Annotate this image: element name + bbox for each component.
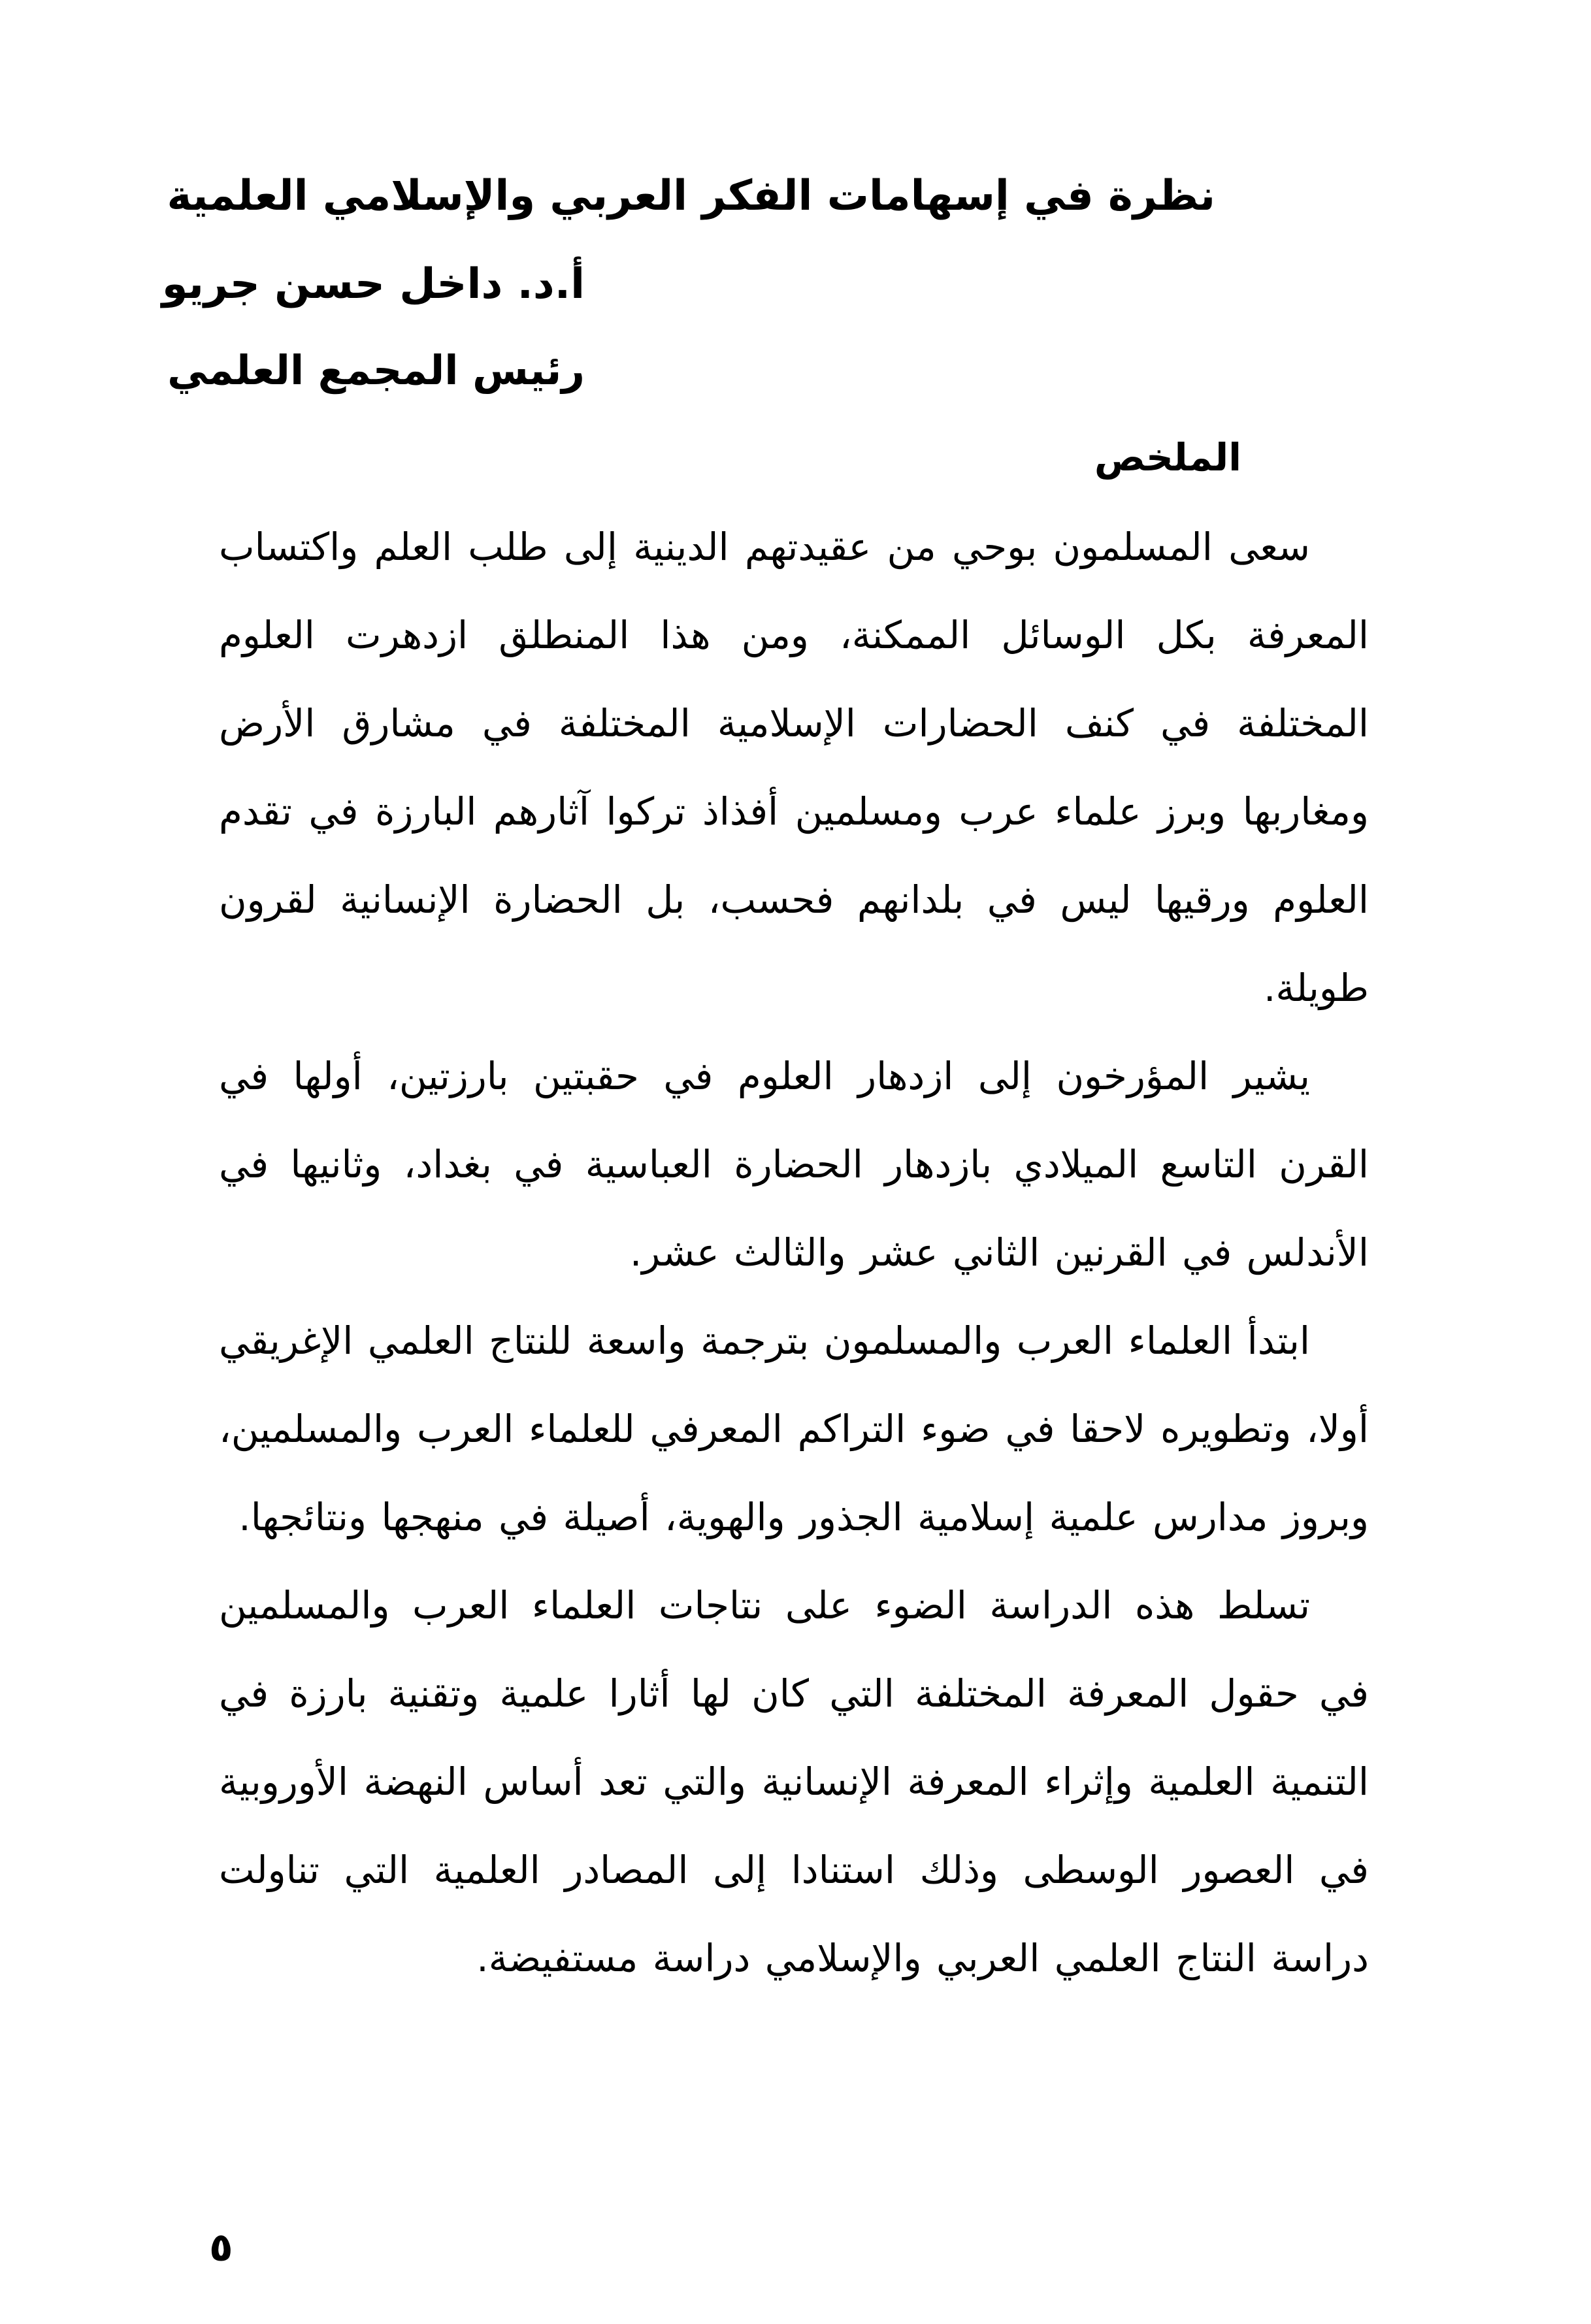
page-number: ٥	[209, 2225, 233, 2270]
abstract-body	[219, 503, 1369, 2003]
article-title: نظرة في إسهامات الفكر العربي والإسلامي العلمية	[167, 172, 1215, 220]
author-affiliation: رئيس المجمع العلمي	[167, 346, 585, 394]
abstract-paragraph-1: سعى المسلمون بوحي من عقيدتهم الدينية إلى طلب العلم واكتساب المعرفة بكل الوسائل الممكنة، ومن هذا المنطلق ازدهرت العلوم المختلفة في كنف الحضارات الإسلامية المختلفة في مشارق الأرض ومغاربها وبرز علماء عرب ومسلمين أفذاذ تركوا آثارهم البارزة في تقدم العلوم ورقيها ليس في بلدانهم فحسب، بل الحضارة الإنسانية لقرون طويلة.	[219, 525, 1369, 1010]
author-name: أ.د. داخل حسن جريو	[161, 260, 585, 308]
abstract-heading: الملخص	[1094, 435, 1241, 480]
abstract-paragraph-2: يشير المؤرخون إلى ازدهار العلوم في حقبتين بارزتين، أولها في القرن التاسع الميلادي بازدهار الحضارة العباسية في بغداد، وثانيها في الأندلس في القرنين الثاني عشر والثالث عشر.	[219, 1054, 1369, 1275]
abstract-paragraph-3: ابتدأ العلماء العرب والمسلمون بترجمة واسعة للنتاج العلمي الإغريقي أولا، وتطويره لاحقا في ضوء التراكم المعرفي للعلماء العرب والمسلمين، وبروز مدارس علمية إسلامية الجذور والهوية، أصيلة في منهجها ونتائجها.	[219, 1318, 1369, 1539]
abstract-paragraph-4: تسلط هذه الدراسة الضوء على نتاجات العلماء العرب والمسلمين في حقول المعرفة المختلفة التي كان لها أثارا علمية وتقنية بارزة في التنمية العلمية وإثراء المعرفة الإنسانية والتي تعد أساس النهضة الأوروبية في العصور الوسطى وذلك استنادا إلى المصادر العلمية التي تناولت دراسة النتاج العلمي العربي والإسلامي دراسة مستفيضة.	[219, 1583, 1369, 1980]
